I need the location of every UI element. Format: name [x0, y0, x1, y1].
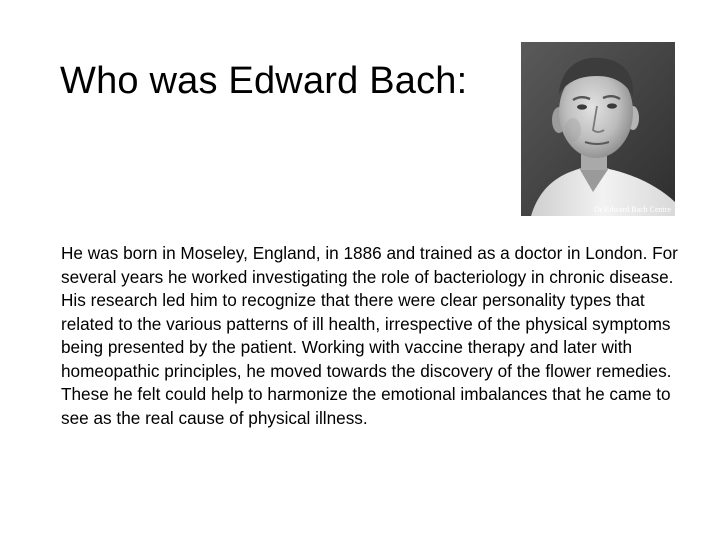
- portrait-photo: [521, 42, 675, 216]
- slide-title: Who was Edward Bach:: [60, 60, 468, 102]
- body-paragraph: He was born in Moseley, England, in 1886 and trained as a doctor in London. For several years he worked investigating the role of bacteriology in chronic disease. His research led him to recognize that there were clear personality types that related to the various patterns of ill health, irrespective of the physical symptoms being presented by the patient. Working with vaccine therapy and later with homeopathic principles, he moved towards the discovery of the flower remedies. These he felt could help to harmonize the emotional imbalances that he came to see as the real cause of physical illness.: [61, 243, 678, 428]
- photo-caption: Dr Edward Bach Centre: [593, 205, 671, 214]
